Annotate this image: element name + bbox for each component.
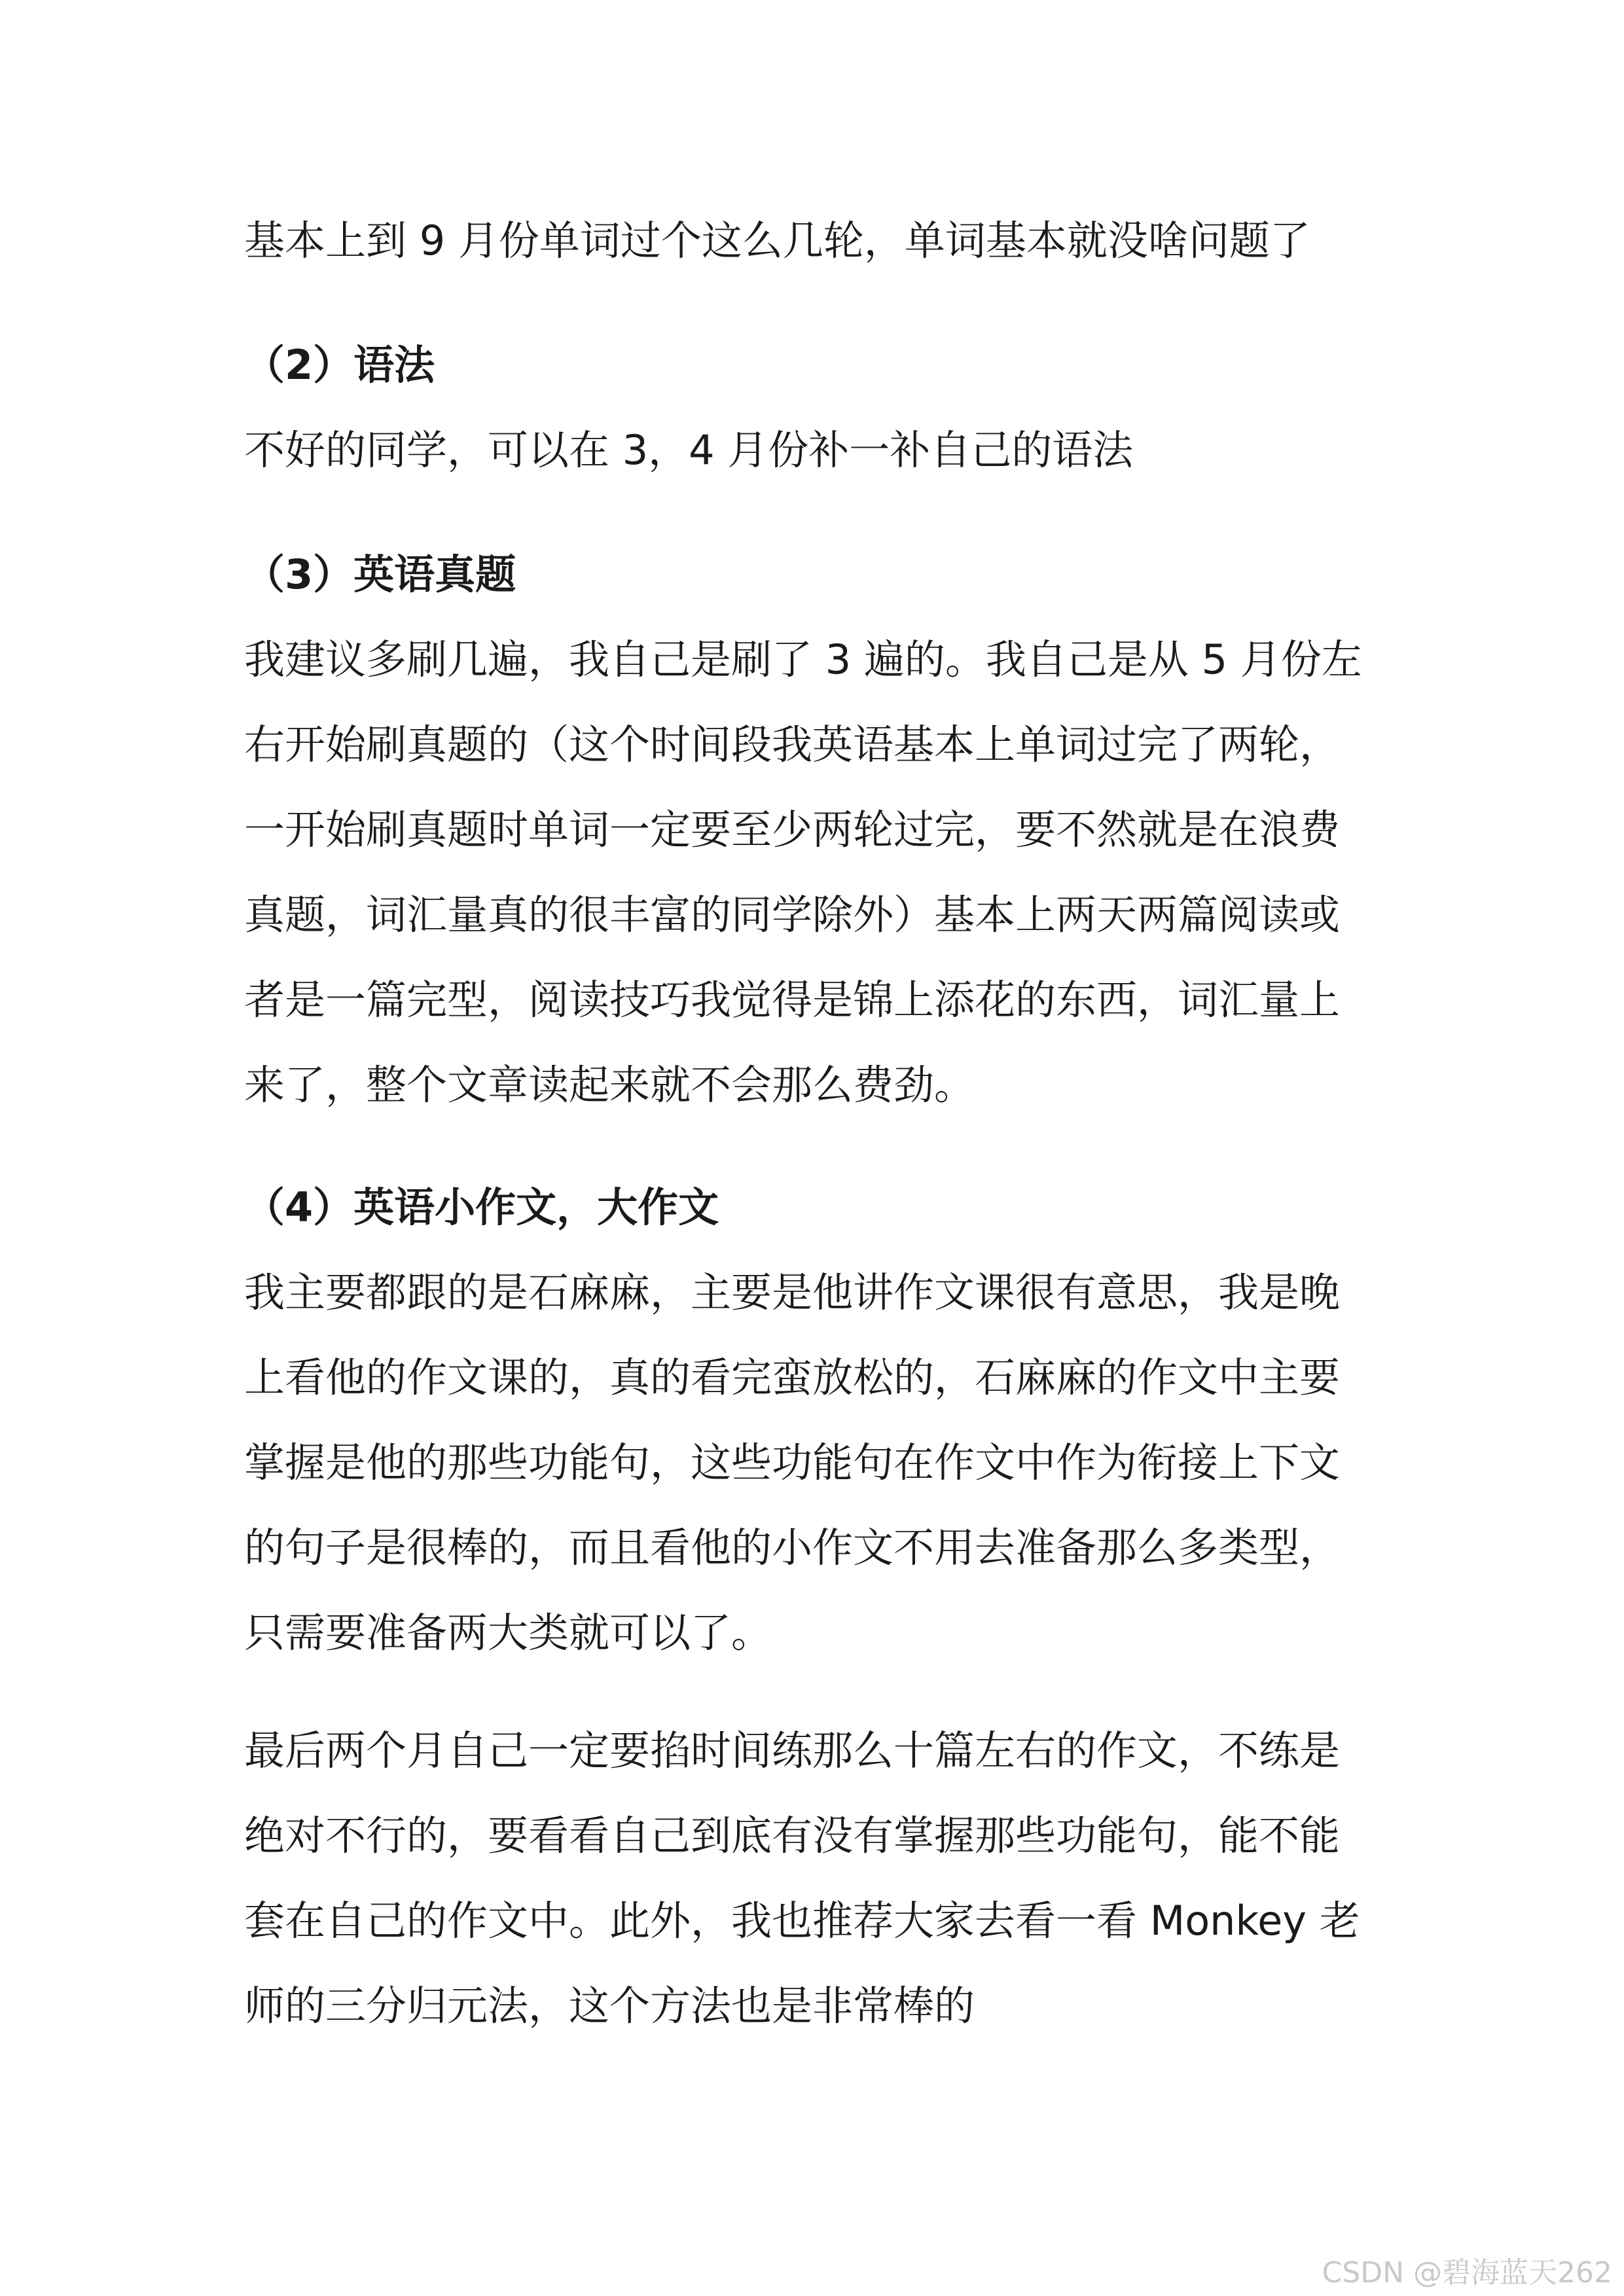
paragraph-line: 我主要都跟的是石麻麻，主要是他讲作文课很有意思，我是晚: [244, 1268, 1341, 1316]
paragraph-line: 不好的同学，可以在 3，4 月份补一补自己的语法: [244, 426, 1134, 474]
paragraph-line: 上看他的作文课的，真的看完蛮放松的，石麻麻的作文中主要: [244, 1354, 1341, 1401]
section-heading-english-essays: （4）英语小作文，大作文: [244, 1183, 719, 1231]
paragraph-line: 套在自己的作文中。此外，我也推荐大家去看一看 Monkey 老: [244, 1897, 1360, 1945]
paragraph-line: 只需要准备两大类就可以了。: [244, 1609, 772, 1657]
section-heading-english-exams: （3）英语真题: [244, 550, 516, 598]
paragraph-line: 一开始刷真题时单词一定要至少两轮过完，要不然就是在浪费: [244, 806, 1341, 853]
paragraph-line: 我建议多刷几遍，我自己是刷了 3 遍的。我自己是从 5 月份左: [244, 636, 1362, 683]
paragraph-line: 真题，词汇量真的很丰富的同学除外）基本上两天两篇阅读或: [244, 891, 1341, 939]
paragraph-line: 来了，整个文章读起来就不会那么费劲。: [244, 1061, 975, 1109]
paragraph-line: 基本上到 9 月份单词过个这么几轮，单词基本就没啥问题了: [244, 217, 1310, 264]
paragraph-line: 绝对不行的，要看看自己到底有没有掌握那些功能句，能不能: [244, 1812, 1341, 1859]
paragraph-line: 师的三分归元法，这个方法也是非常棒的: [244, 1982, 975, 2030]
paragraph-line: 右开始刷真题的（这个时间段我英语基本上单词过完了两轮，: [244, 721, 1341, 768]
paragraph-line: 者是一篇完型，阅读技巧我觉得是锦上添花的东西，词汇量上: [244, 976, 1341, 1024]
paragraph-line: 的句子是很棒的，而且看他的小作文不用去准备那么多类型，: [244, 1524, 1341, 1571]
paragraph-line: 掌握是他的那些功能句，这些功能句在作文中作为衔接上下文: [244, 1439, 1341, 1486]
watermark: CSDN @碧海蓝天262: [1322, 2256, 1612, 2289]
paragraph-line: 最后两个月自己一定要掐时间练那么十篇左右的作文，不练是: [244, 1727, 1341, 1774]
section-heading-grammar: （2）语法: [244, 341, 435, 389]
